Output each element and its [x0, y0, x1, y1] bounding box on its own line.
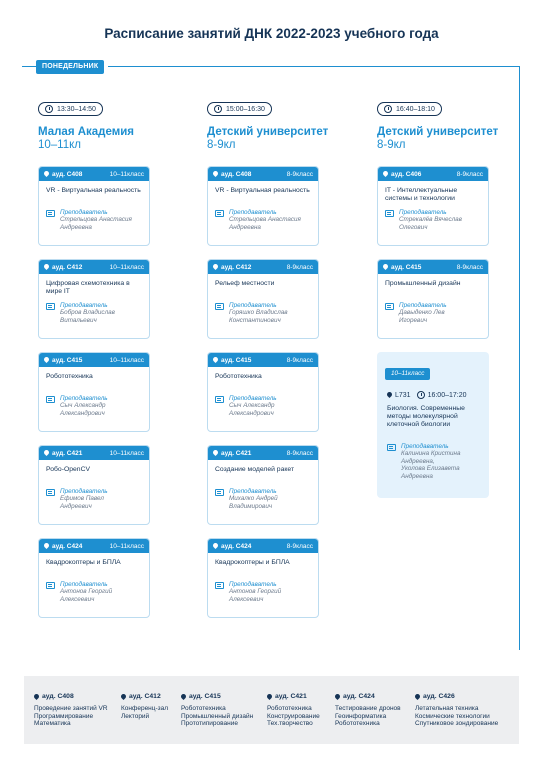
card-body: [39, 274, 149, 324]
room-text: ауд. С412: [221, 263, 252, 271]
teacher-name: Андреевна,: [401, 457, 435, 465]
room-text: ауд. С406: [391, 170, 422, 178]
card-body: [208, 553, 318, 603]
teacher-name: Андреевна: [229, 223, 261, 231]
time-slot: [207, 102, 272, 116]
grade-label: 8-9класс: [456, 263, 483, 271]
teacher-icon: [385, 210, 394, 217]
time-text: 13:30–14:50: [57, 105, 96, 113]
legend-room: [121, 693, 168, 700]
grade-label: 8-9класс: [456, 170, 483, 178]
teacher-block: [385, 302, 481, 324]
class-card: [377, 166, 489, 246]
room-label: [44, 357, 82, 364]
teacher-block: [215, 209, 311, 231]
room-label: [383, 171, 421, 178]
location-pin-icon: [181, 694, 186, 700]
teacher-name: Владимирович: [229, 502, 273, 510]
teacher-block: [46, 581, 142, 603]
location-pin-icon: [415, 694, 420, 700]
legend-room: [267, 693, 320, 700]
room-text: ауд. С415: [391, 263, 422, 271]
card-header: [39, 167, 149, 181]
rooms-legend: [24, 676, 519, 744]
subject: VR - Виртуальная реальность: [215, 187, 310, 194]
teacher-icon: [46, 582, 55, 589]
card-header: [208, 260, 318, 274]
schedule-column: [207, 100, 329, 151]
card-header: [378, 260, 488, 274]
room-label: [213, 357, 251, 364]
program-name: Детский университет: [377, 126, 499, 138]
program-grade: 8-9кл: [377, 139, 406, 151]
subject: Квадрокоптеры и БПЛА: [46, 559, 121, 566]
teacher-name: Горяшко Владислав: [229, 309, 288, 316]
class-card: [38, 166, 150, 246]
teacher-block: [215, 302, 311, 324]
teacher-icon: [46, 303, 55, 310]
teacher-name: Алексеевич: [60, 595, 95, 603]
room-text: ауд. С426: [423, 693, 455, 700]
class-card: [207, 445, 319, 525]
location-pin-icon: [44, 450, 49, 456]
teacher-name: Ефимов Павел: [60, 495, 104, 502]
teacher-label: Преподаватель: [60, 488, 108, 495]
location-pin-icon: [34, 694, 39, 700]
teacher-name: Стрельцова Анастасия: [60, 216, 132, 223]
teacher-name: Алексеевич: [229, 595, 264, 603]
legend-column: [415, 693, 498, 728]
location-pin-icon: [213, 543, 218, 549]
legend-line: Робототехника: [181, 705, 226, 712]
legend-line: Тех.творчество: [267, 720, 313, 728]
teacher-block: [215, 488, 311, 510]
legend-column: [267, 693, 320, 728]
teacher-icon: [46, 396, 55, 403]
legend-column: [121, 693, 168, 720]
teacher-block: [215, 395, 311, 417]
class-card: [38, 538, 150, 618]
teacher-icon: [215, 582, 224, 589]
grade-label: 8-9класс: [286, 263, 313, 271]
legend-line: Математика: [34, 720, 71, 728]
teacher-name: Стрекалёв Вячеслав: [399, 216, 462, 223]
program-grade: 10–11кл: [38, 139, 81, 151]
frame-line: [519, 66, 520, 650]
room-text: ауд. С408: [52, 170, 83, 178]
location-pin-icon: [383, 171, 388, 177]
card-body: [39, 460, 149, 510]
teacher-icon: [387, 444, 396, 451]
location-pin-icon: [387, 392, 392, 398]
teacher-label: Преподаватель: [229, 488, 277, 495]
class-card: [38, 352, 150, 432]
program-name: Детский университет: [207, 126, 329, 138]
subject: Робототехника: [46, 373, 93, 380]
class-card: [377, 259, 489, 339]
class-card: [207, 538, 319, 618]
legend-line: Тестирование дронов: [335, 705, 401, 712]
teacher-name: Андреевич: [60, 502, 92, 510]
legend-line: Прототипирование: [181, 720, 238, 728]
room-text: ауд. С415: [52, 356, 83, 364]
card-header: [378, 167, 488, 181]
teacher-name: Витальевич: [60, 316, 97, 324]
teacher-label: Преподаватель: [399, 302, 447, 309]
subject: Квадрокоптеры и БПЛА: [215, 559, 290, 566]
class-card: [207, 259, 319, 339]
teacher-icon: [385, 303, 394, 310]
legend-line: Робототехника: [267, 705, 312, 712]
room-label: [44, 264, 82, 271]
teacher-name: Стрельцова Анастасия: [229, 216, 301, 223]
room-text: ауд. С408: [221, 170, 252, 178]
teacher-block: [46, 395, 142, 417]
location-pin-icon: [44, 171, 49, 177]
room-text: ауд. С421: [221, 449, 252, 457]
teacher-icon: [215, 303, 224, 310]
class-card: [38, 259, 150, 339]
teacher-label: Преподаватель: [229, 395, 277, 402]
legend-line: Робототехника: [335, 720, 380, 728]
class-card: [207, 352, 319, 432]
frame-line: [22, 66, 36, 67]
grade-label: 10–11класс: [109, 170, 144, 178]
card-header: [39, 446, 149, 460]
grade-label: 10–11класс: [109, 542, 144, 550]
location-pin-icon: [213, 450, 218, 456]
teacher-name: Константинович: [229, 316, 281, 324]
teacher-name: Олегович: [399, 223, 428, 231]
legend-line: Конференц-зал: [121, 705, 169, 712]
teacher-name: Андреевна: [401, 472, 433, 480]
legend-line: Промышленный дизайн: [181, 712, 254, 720]
class-card: [207, 166, 319, 246]
card-body: [39, 553, 149, 603]
room-label: [213, 543, 251, 550]
teacher-block: [46, 302, 142, 324]
location-pin-icon: [44, 264, 49, 270]
subject: Рельеф местности: [215, 280, 275, 287]
legend-line: Летательная техника: [415, 705, 479, 712]
room-label: [213, 171, 251, 178]
legend-column: [181, 693, 253, 728]
room-text: ауд. С415: [221, 356, 252, 364]
location-pin-icon: [44, 357, 49, 363]
frame-line: [108, 66, 520, 67]
room-label: [213, 450, 251, 457]
teacher-label: Преподаватель: [60, 209, 108, 216]
subject: Промышленный дизайн: [385, 280, 461, 287]
location-pin-icon: [383, 264, 388, 270]
teacher-name: Михалко Андрей: [229, 495, 278, 502]
card-body: [208, 274, 318, 324]
legend-room: [34, 693, 108, 700]
teacher-label: Преподаватель: [60, 581, 108, 588]
subject: Создание моделей ракет: [215, 466, 295, 473]
location-pin-icon: [213, 357, 218, 363]
location-pin-icon: [267, 694, 272, 700]
legend-column: [34, 693, 108, 728]
special-meta: [387, 391, 467, 399]
room-label: [213, 264, 251, 271]
legend-room: [335, 693, 401, 700]
subject: Робо-OpenCV: [46, 466, 91, 473]
grade-label: 8-9класс: [286, 542, 313, 550]
subject: Робототехника: [215, 373, 262, 380]
schedule-column: [38, 100, 150, 151]
subject: VR - Виртуальная реальность: [46, 187, 141, 194]
room-label: [44, 450, 82, 457]
teacher-name: Игоревич: [399, 316, 428, 324]
room-text: ауд. С412: [129, 693, 161, 700]
card-header: [208, 539, 318, 553]
card-header: [39, 260, 149, 274]
teacher-icon: [215, 489, 224, 496]
room-text: L731: [395, 391, 411, 399]
time-text: 16:40–18:10: [396, 105, 435, 113]
teacher-name: Антонов Георгий: [229, 588, 282, 595]
teacher-label: Преподаватель: [229, 581, 277, 588]
teacher-name: Уколова Елизавета: [401, 465, 460, 472]
room-text: ауд. С421: [52, 449, 83, 457]
card-header: [39, 353, 149, 367]
room-text: ауд. С412: [52, 263, 83, 271]
location-pin-icon: [213, 171, 218, 177]
legend-room: [415, 693, 498, 700]
teacher-block: [46, 488, 142, 510]
teacher-label: Преподаватель: [60, 302, 108, 309]
legend-line: Конструирование: [267, 712, 320, 720]
room-text: ауд. С424: [52, 542, 83, 550]
card-body: [378, 274, 488, 324]
room-label: [44, 543, 82, 550]
card-body: [208, 181, 318, 231]
teacher-label: Преподаватель: [399, 209, 447, 216]
grade-label: 8-9класс: [286, 449, 313, 457]
teacher-name: Давыденко Лев: [399, 309, 445, 316]
grade-label: 10–11класс: [109, 356, 144, 364]
teacher-icon: [215, 210, 224, 217]
subject: Цифровая схемотехника в мире IT: [46, 280, 130, 295]
grade-label: 8-9класс: [286, 356, 313, 364]
grade-badge: 10–11класс: [385, 368, 430, 380]
teacher-name: Калинина Кристина: [401, 450, 461, 457]
location-pin-icon: [44, 543, 49, 549]
grade-label: 10–11класс: [109, 449, 144, 457]
class-card: [38, 445, 150, 525]
clock-icon: [45, 105, 53, 113]
teacher-name: Андреевна: [60, 223, 92, 231]
card-body: [378, 181, 488, 231]
card-header: [208, 353, 318, 367]
room-text: ауд. С424: [343, 693, 375, 700]
page-title: Расписание занятий ДНК 2022-2023 учебного года: [104, 26, 439, 41]
legend-line: Программирование: [34, 712, 94, 720]
special-time: [417, 391, 467, 399]
teacher-label: Преподаватель: [60, 395, 108, 402]
room-text: ауд. С421: [275, 693, 307, 700]
time-slot: [377, 102, 442, 116]
day-badge: ПОНЕДЕЛЬНИК: [36, 60, 104, 74]
program-grade: 8-9кл: [207, 139, 236, 151]
legend-line: Лекторий: [121, 712, 150, 720]
legend-room: [181, 693, 253, 700]
card-body: [39, 367, 149, 417]
teacher-name: Александрович: [229, 409, 274, 417]
teacher-name: Александрович: [60, 409, 105, 417]
grade-label: 10–11класс: [109, 263, 144, 271]
legend-line: Геоинформатика: [335, 712, 387, 720]
teacher-name: Антонов Георгий: [60, 588, 113, 595]
teacher-block: [385, 209, 481, 231]
teacher-block: [46, 209, 142, 231]
teacher-name: Сыч Александр: [60, 402, 106, 409]
grade-label: 8-9класс: [286, 170, 313, 178]
room-text: ауд. С408: [42, 693, 74, 700]
teacher-block: [215, 581, 311, 603]
card-body: [208, 367, 318, 417]
legend-line: Спутниковое зондирование: [415, 720, 499, 728]
program-name: Малая Академия: [38, 126, 135, 138]
card-body: [208, 460, 318, 510]
clock-icon: [384, 105, 392, 113]
teacher-icon: [46, 210, 55, 217]
card-header: [208, 446, 318, 460]
special-class-card: [377, 352, 489, 498]
teacher-name: Бобров Владислав: [60, 309, 115, 316]
teacher-icon: [215, 396, 224, 403]
card-header: [208, 167, 318, 181]
card-body: [39, 181, 149, 231]
room-text: ауд. С424: [221, 542, 252, 550]
time-slot: [38, 102, 103, 116]
special-room: [387, 392, 411, 399]
legend-column: [335, 693, 401, 728]
location-pin-icon: [121, 694, 126, 700]
clock-icon: [214, 105, 222, 113]
teacher-name: Сыч Александр: [229, 402, 275, 409]
location-pin-icon: [213, 264, 218, 270]
location-pin-icon: [335, 694, 340, 700]
subject: Биология. Современные методы молекулярной клеточной биологии: [387, 405, 465, 428]
clock-icon: [417, 391, 425, 399]
time-text: 15:00–16:30: [226, 105, 265, 113]
teacher-icon: [46, 489, 55, 496]
time-text: 16:00–17:20: [427, 391, 467, 399]
card-header: [39, 539, 149, 553]
teacher-block: [387, 443, 460, 480]
schedule-column: [377, 100, 499, 151]
room-label: [44, 171, 82, 178]
room-label: [383, 264, 421, 271]
teacher-label: Преподаватель: [229, 209, 277, 216]
subject: IT - Интеллектуальные системы и технологии: [385, 187, 458, 202]
room-text: ауд. С415: [189, 693, 221, 700]
legend-line: Проведение занятий VR: [34, 705, 108, 712]
legend-line: Космические технологии: [415, 712, 490, 720]
teacher-label: Преподаватель: [401, 443, 449, 450]
teacher-label: Преподаватель: [229, 302, 277, 309]
